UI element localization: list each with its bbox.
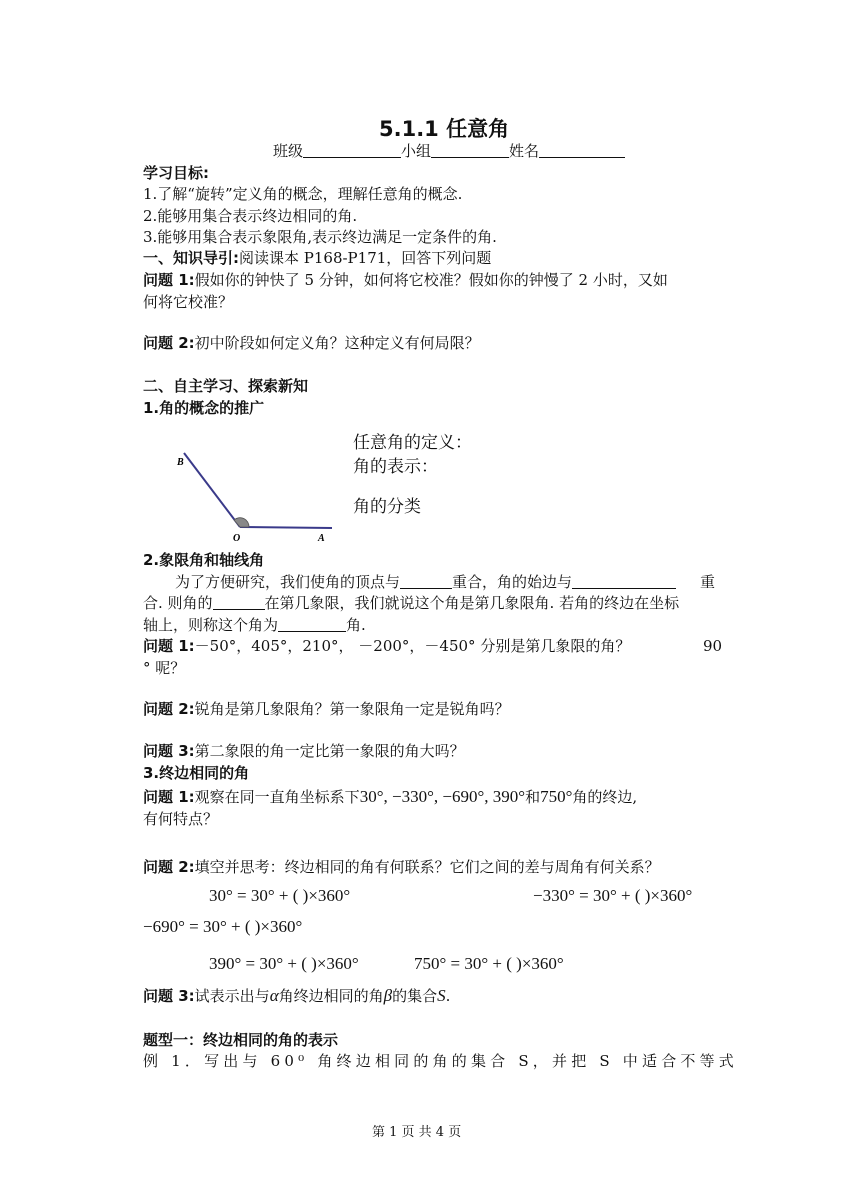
question-label: 问题 3:: [143, 987, 195, 1005]
question-text: 角终边相同的角: [278, 987, 384, 1005]
question-line: [143, 698, 510, 720]
question-label: 问题 1:: [143, 788, 195, 806]
definition-label: 任意角的定义：: [353, 433, 472, 453]
class-label: 班级: [273, 142, 304, 160]
question-text: 观察在同一直角坐标系下: [194, 788, 360, 806]
subsection-heading: 2.象限角和轴线角: [143, 551, 265, 569]
paragraph-line: [143, 592, 679, 614]
question-label: 问题 2:: [143, 334, 195, 352]
question-line: [143, 635, 630, 657]
question-text: 锐角是第几象限角？第一象限角一定是锐角吗？: [194, 700, 510, 718]
question-text: －50°，405°，210°， －200°，－450° 分别是第几象限的角？: [194, 637, 631, 655]
paragraph-line: [143, 614, 366, 636]
paragraph-text: 角.: [346, 616, 366, 634]
objective-item: 2.能够用集合表示终边相同的角.: [143, 207, 358, 225]
question-line: [143, 786, 637, 808]
paragraph-text: 轴上，则称这个角为: [143, 616, 279, 634]
group-label: 小组: [401, 142, 432, 160]
question-label: 问题 3:: [143, 742, 195, 760]
question-text: 何将它校准？: [143, 293, 234, 311]
equation: −330° = 30° + ( )×360°: [533, 886, 693, 905]
group-blank[interactable]: [431, 142, 509, 158]
question-label: 问题 2:: [143, 700, 195, 718]
name-label: 姓名: [509, 142, 540, 160]
question-text: 90: [703, 637, 723, 655]
section2-heading: 二、自主学习、探索新知: [143, 377, 309, 395]
subsection-heading: 1.角的概念的推广: [143, 399, 265, 417]
equation: 750° = 30° + ( )×360°: [414, 954, 564, 973]
section1-line: [143, 247, 491, 269]
question-text: 的集合: [392, 987, 438, 1005]
point-a-label: A: [318, 533, 325, 544]
question-text: ° 呢？: [143, 659, 186, 677]
set-symbol: S: [437, 986, 446, 1005]
question-label: 问题 2:: [143, 858, 195, 876]
question-text: 初中阶段如何定义角？这种定义有何局限？: [194, 334, 480, 352]
question-line: [143, 856, 660, 878]
question-line: [143, 740, 465, 762]
point-o-label: O: [233, 533, 241, 544]
fill-blank[interactable]: [213, 594, 265, 610]
fill-blank[interactable]: [278, 616, 346, 632]
question-line: [143, 332, 480, 354]
fill-blank[interactable]: [572, 573, 676, 589]
question-text: 试表示出与: [194, 987, 270, 1005]
question-text: 有何特点？: [143, 810, 219, 828]
alpha-symbol: α: [269, 986, 279, 1005]
paragraph-text: 重: [700, 573, 716, 591]
equation: 30° = 30° + ( )×360°: [209, 886, 351, 905]
paragraph-text: 合. 则角的: [143, 594, 213, 612]
question-line: [143, 985, 450, 1007]
name-blank[interactable]: [539, 142, 625, 158]
notation-label: 角的表示：: [353, 457, 438, 477]
point-b-label: B: [177, 457, 184, 468]
ray-oa: [240, 527, 332, 528]
equation: 390° = 30° + ( )×360°: [209, 954, 359, 973]
paragraph-line: [175, 571, 676, 593]
question-text: .: [445, 987, 451, 1005]
question-text: 和: [525, 788, 541, 806]
ray-ob: [184, 453, 240, 527]
example-text: 例 1．写出与 60⁰ 角终边相同的角的集合 S，并把 S 中适合不等式: [143, 1052, 739, 1070]
question-text: 角的终边,: [572, 788, 638, 806]
class-blank[interactable]: [303, 142, 401, 158]
paragraph-text: 在第几象限，我们就说这个角是第几象限角. 若角的终边在坐标: [264, 594, 680, 612]
equation: −690° = 30° + ( )×360°: [143, 917, 303, 936]
objectives-heading: 学习目标:: [143, 164, 209, 182]
fill-blank[interactable]: [400, 573, 452, 589]
type-heading: 题型一：终边相同的角的表示: [143, 1031, 339, 1049]
beta-symbol: β: [383, 986, 393, 1005]
math-expression: 750°: [540, 787, 573, 806]
question-line: [143, 269, 668, 291]
page-title: 5.1.1 任意角: [379, 117, 510, 141]
question-text: 第二象限的角一定比第一象限的角大吗？: [194, 742, 465, 760]
question-text: 填空并思考：终边相同的角有何联系？它们之间的差与周角有何关系？: [194, 858, 660, 876]
paragraph-text: 为了方便研究，我们使角的顶点与: [175, 573, 401, 591]
section1-heading: 一、知识导引:: [143, 249, 239, 267]
objective-item: 1.了解“旋转”定义角的概念，理解任意角的概念.: [143, 185, 463, 203]
classification-label: 角的分类: [353, 497, 421, 517]
student-info-line: [273, 140, 625, 162]
page-footer: 第 1 页 共 4 页: [372, 1125, 462, 1140]
question-label: 问题 1:: [143, 637, 195, 655]
question-label: 问题 1:: [143, 271, 195, 289]
angle-figure: [170, 445, 340, 545]
math-expression: 30°, −330°, −690°, 390°: [359, 787, 526, 806]
subsection-heading: 3.终边相同的角: [143, 764, 250, 782]
objective-item: 3.能够用集合表示象限角,表示终边满足一定条件的角.: [143, 228, 497, 246]
angle-arc-icon: [234, 518, 249, 527]
paragraph-text: 重合，角的始边与: [452, 573, 573, 591]
section1-text: 阅读课本 P168-P171，回答下列问题: [239, 249, 492, 267]
question-text: 假如你的钟快了 5 分钟，如何将它校准？假如你的钟慢了 2 小时，又如: [194, 271, 668, 289]
